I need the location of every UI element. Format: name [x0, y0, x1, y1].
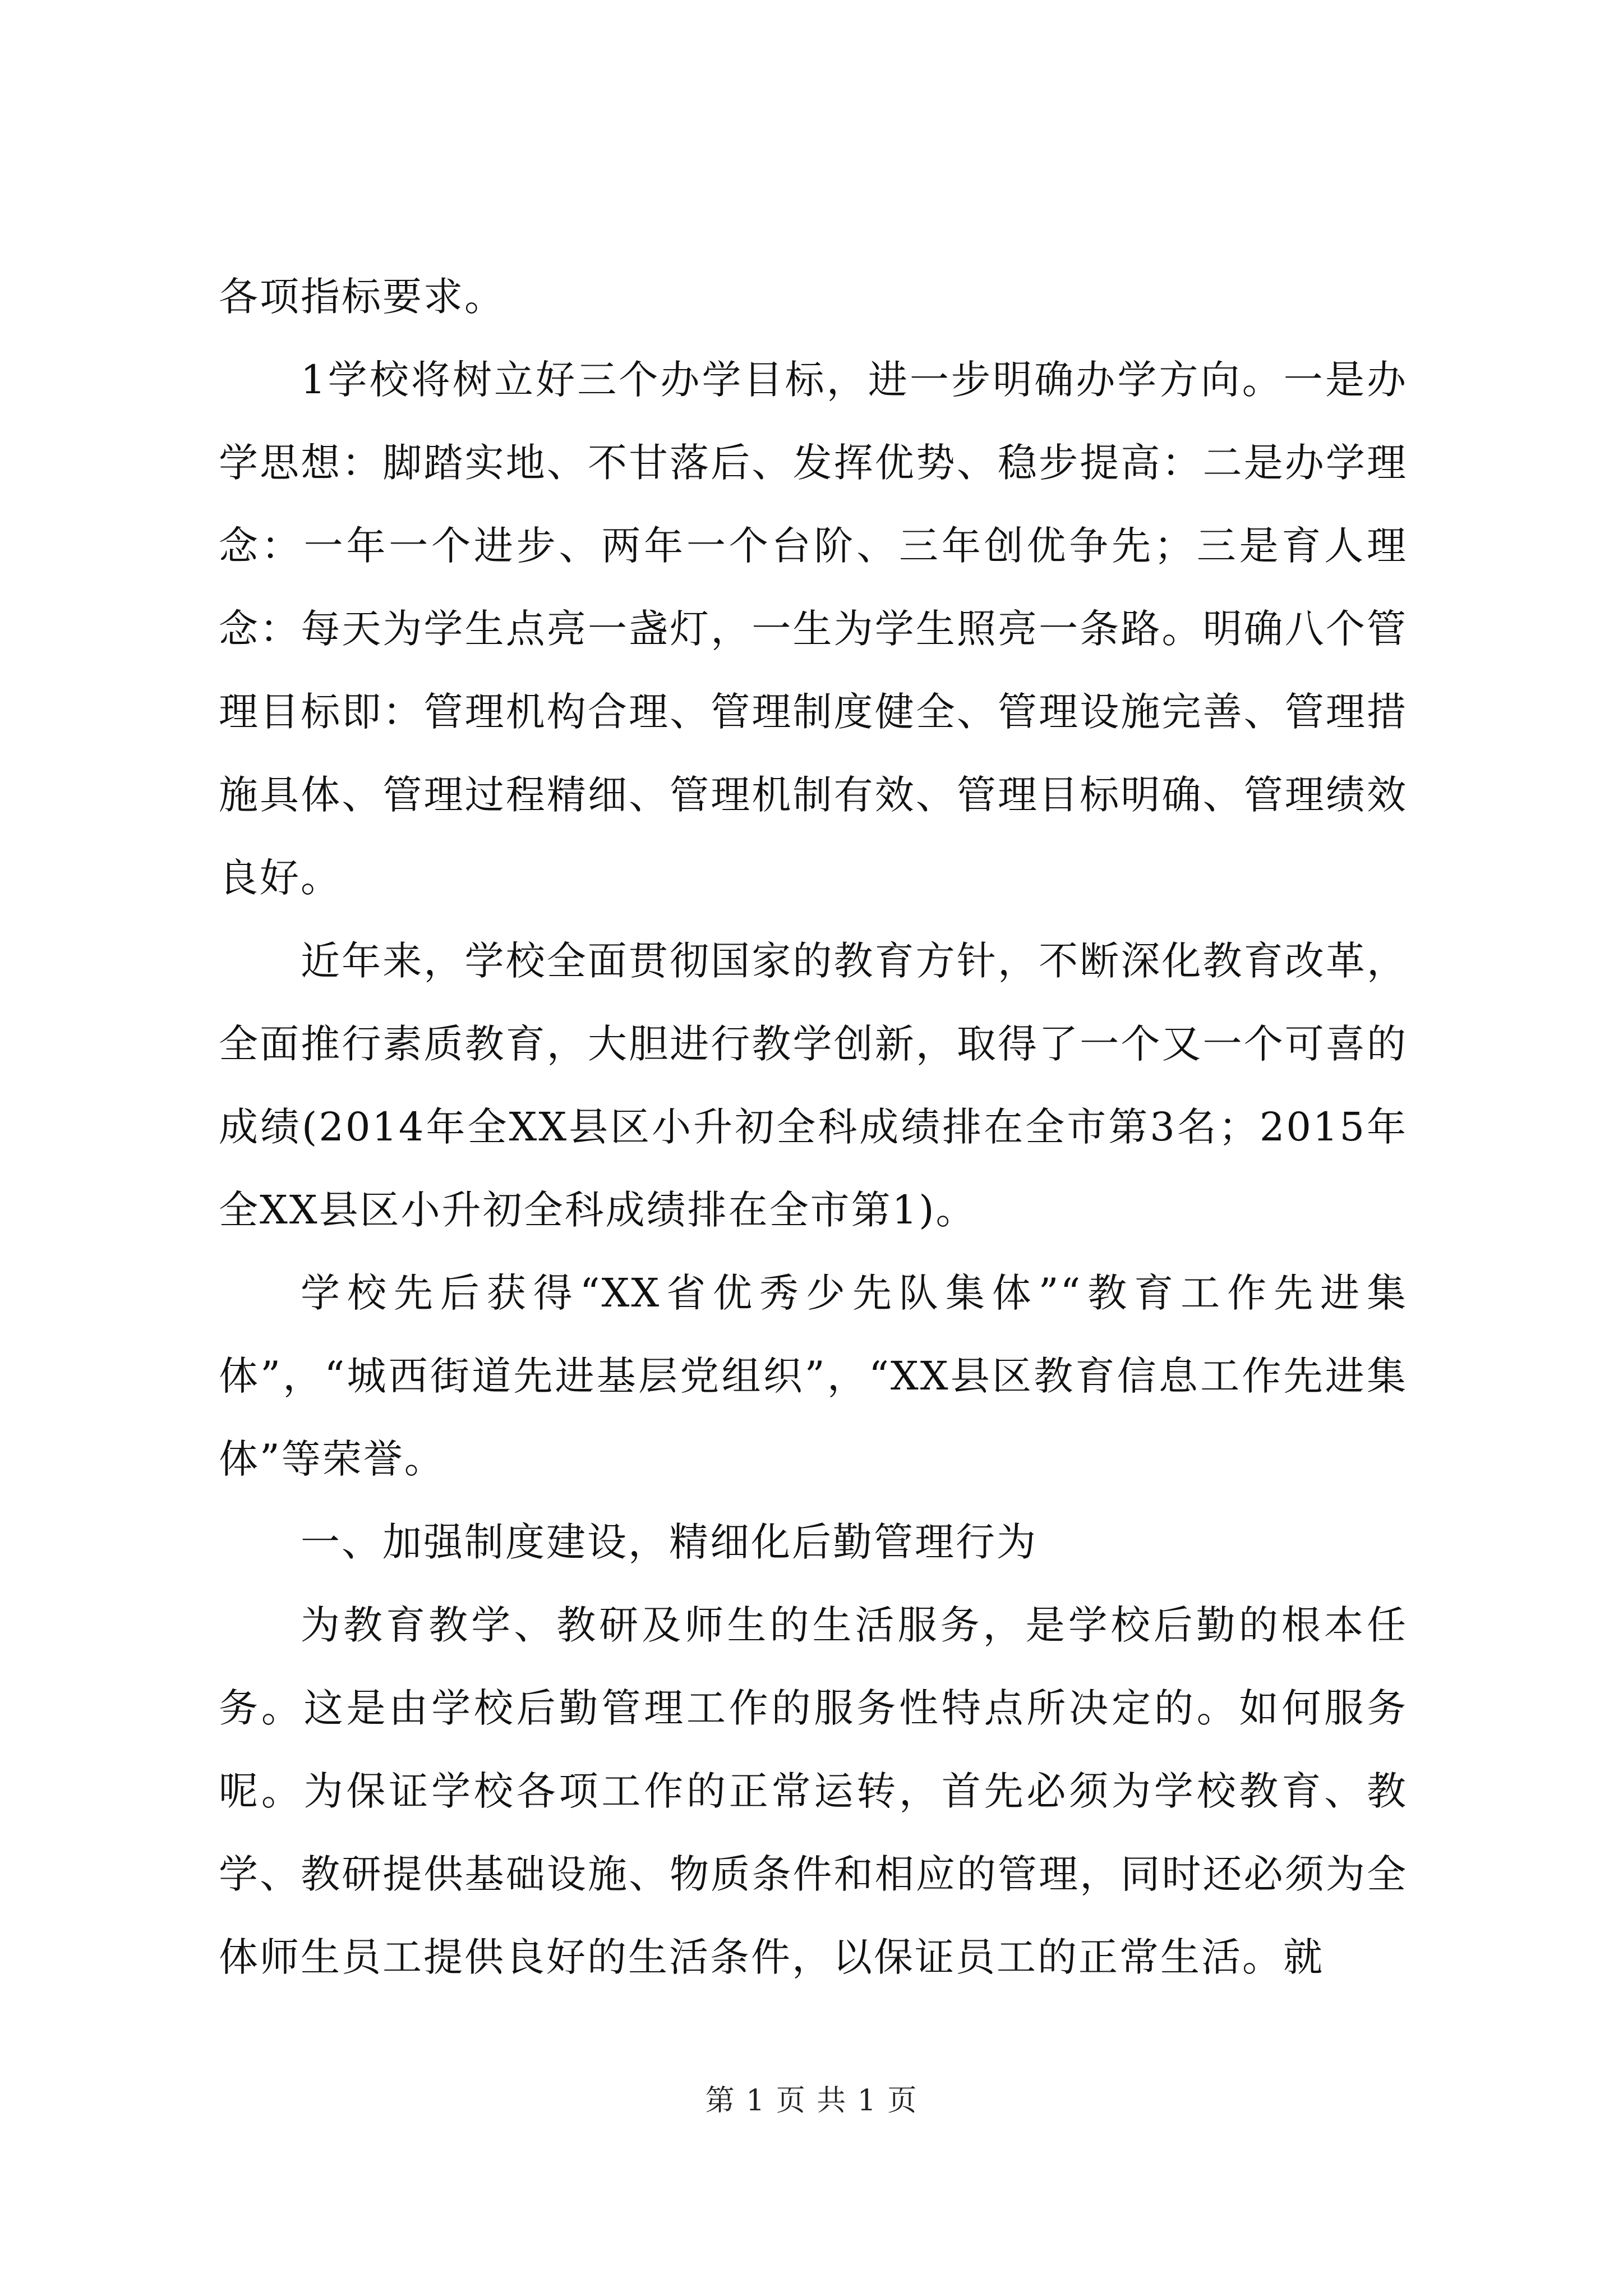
- paragraph-logistics-service: 为教育教学、教研及师生的生活服务，是学校后勤的根本任务。这是由学校后勤管理工作的服务性特点所决定的。如何服务呢。为保证学校各项工作的正常运转，首先必须为学校教育、教学、教研提供基础设施、物质条件和相应的管理，同时还必须为全体师生员工提供良好的生活条件，以保证员工的正常生活。就: [219, 1602, 1408, 1980]
- paragraph-honors: 学校先后获得“XX省优秀少先队集体”“教育工作先进集体”，“城西街道先进基层党组织”，“XX县区教育信息工作先进集体”等荣誉。: [219, 1270, 1408, 1482]
- paragraph-achievements: 近年来，学校全面贯彻国家的教育方针，不断深化教育改革，全面推行素质教育，大胆进行教学创新，取得了一个又一个可喜的成绩(2014年全XX县区小升初全科成绩排在全市第3名；2015年全XX县区小升初全科成绩排在全市第1)。: [219, 938, 1408, 1233]
- paragraph-school-goals: 1学校将树立好三个办学目标，进一步明确办学方向。一是办学思想：脚踏实地、不甘落后、发挥优势、稳步提高：二是办学理念：一年一个进步、两年一个台阶、三年创优争先；三是育人理念：每天为学生点亮一盏灯，一生为学生照亮一条路。明确八个管理目标即：管理机构合理、管理制度健全、管理设施完善、管理措施具体、管理过程精细、管理机制有效、管理目标明确、管理绩效良好。: [219, 357, 1408, 901]
- page-number-footer: 第 1 页 共 1 页: [705, 2084, 918, 2118]
- paragraph-continuation: 各项指标要求。: [219, 274, 505, 320]
- document-body: [219, 255, 1408, 1999]
- section-heading: 一、加强制度建设，精细化后勤管理行为: [301, 1519, 1038, 1565]
